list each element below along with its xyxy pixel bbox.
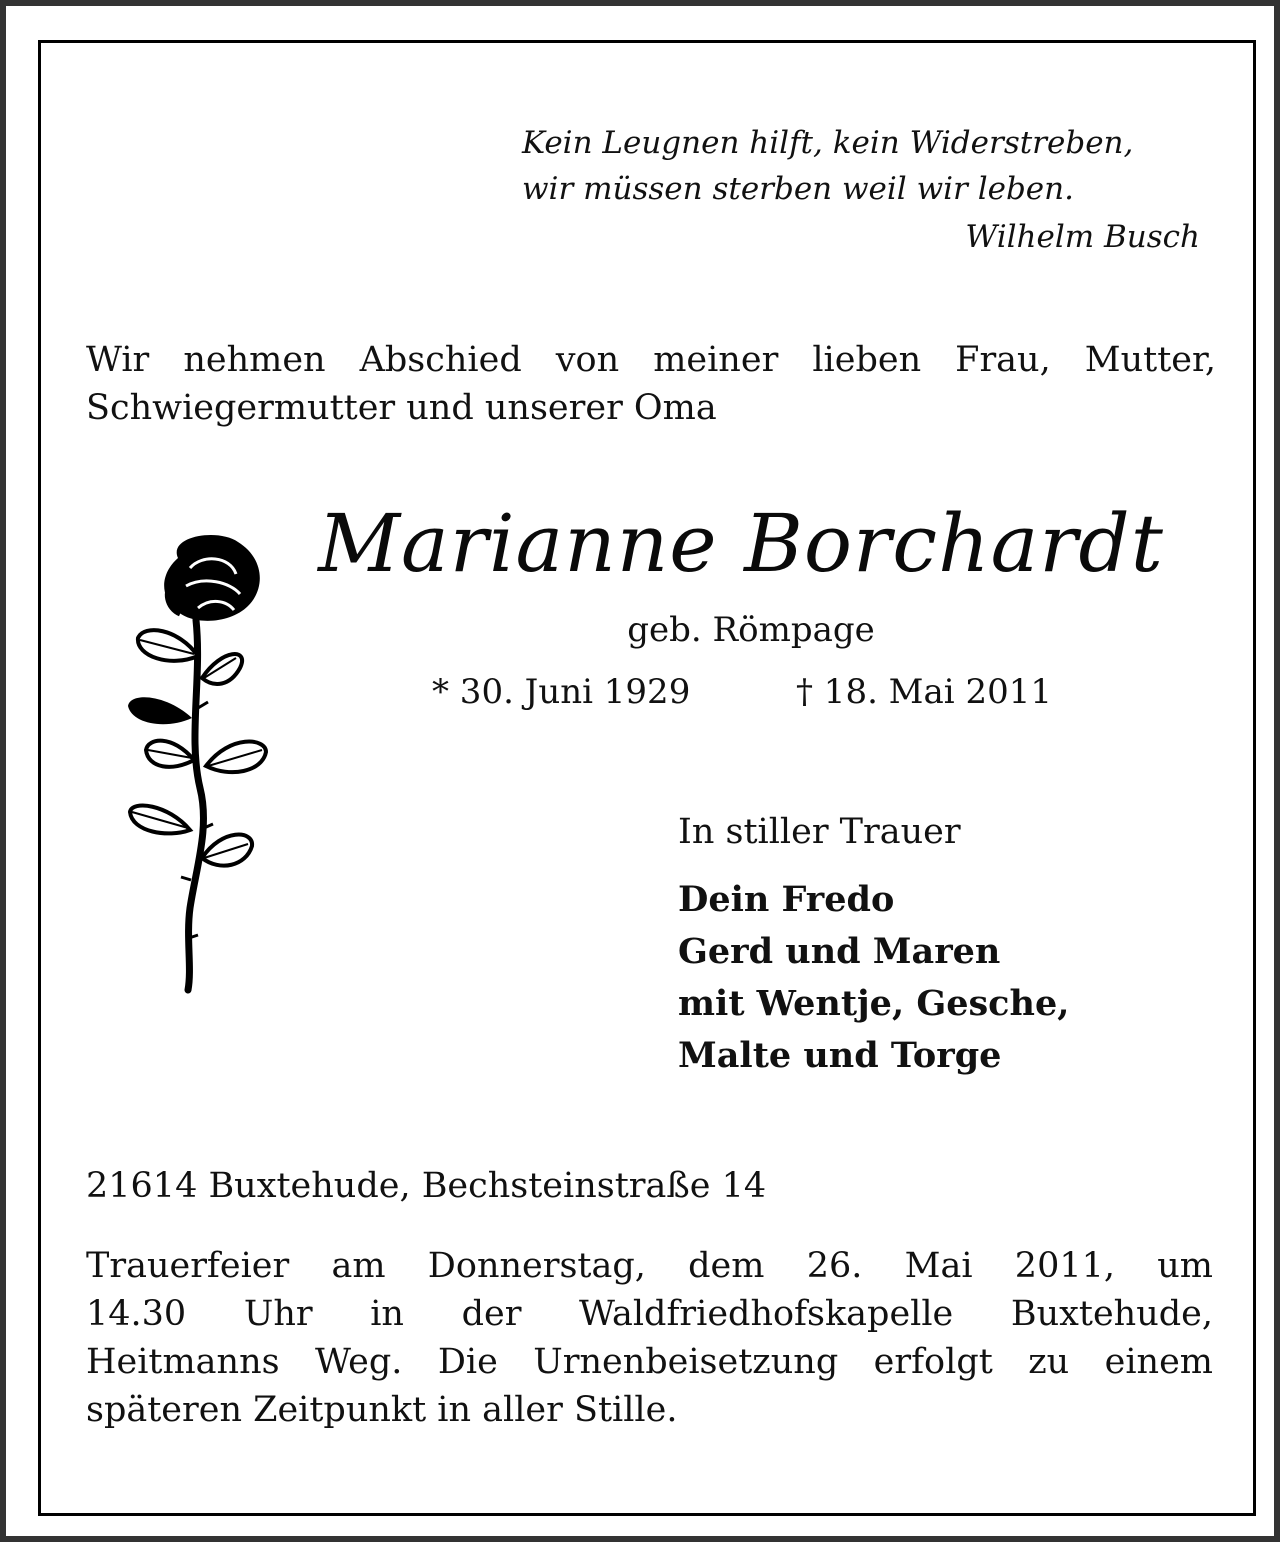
quote-line-2: wir müssen sterben weil wir leben.	[522, 171, 1074, 207]
funeral-line-2: 14.30 Uhr in der Waldfriedhofskapelle Buxtehude,	[86, 1294, 1213, 1334]
deceased-name: Marianne Borchardt	[318, 497, 1164, 590]
intro-line-2: Schwiegermutter und unserer Oma	[86, 388, 717, 428]
epigraph-quote	[480, 120, 1200, 260]
funeral-info	[86, 1242, 1213, 1434]
mourner-line: Dein Fredo	[678, 879, 895, 920]
intro-line-1: Wir nehmen Abschied von meiner lieben Frau, Mutter,	[86, 340, 1216, 380]
mourners-list	[678, 874, 1069, 1082]
quote-author: Wilhelm Busch	[965, 219, 1200, 255]
intro-text	[86, 336, 1216, 432]
maiden-name: geb. Römpage	[627, 610, 875, 650]
family-address: 21614 Buxtehude, Bechsteinstraße 14	[86, 1166, 767, 1206]
funeral-line-3: Heitmanns Weg. Die Urnenbeisetzung erfolgt zu einem	[86, 1342, 1213, 1382]
rose-icon	[118, 528, 278, 998]
mourner-line: Gerd und Maren	[678, 931, 1001, 972]
quote-line-1: Kein Leugnen hilft, kein Widerstreben,	[522, 125, 1134, 161]
funeral-line-1: Trauerfeier am Donnerstag, dem 26. Mai 2011, um	[86, 1246, 1213, 1286]
mourner-line: mit Wentje, Gesche,	[678, 983, 1070, 1024]
birth-date: * 30. Juni 1929	[432, 672, 691, 712]
death-date: † 18. Mai 2011	[796, 672, 1052, 712]
mourner-line: Malte und Torge	[678, 1035, 1002, 1076]
funeral-line-4: späteren Zeitpunkt in aller Stille.	[86, 1390, 678, 1430]
mourning-heading: In stiller Trauer	[678, 812, 961, 852]
